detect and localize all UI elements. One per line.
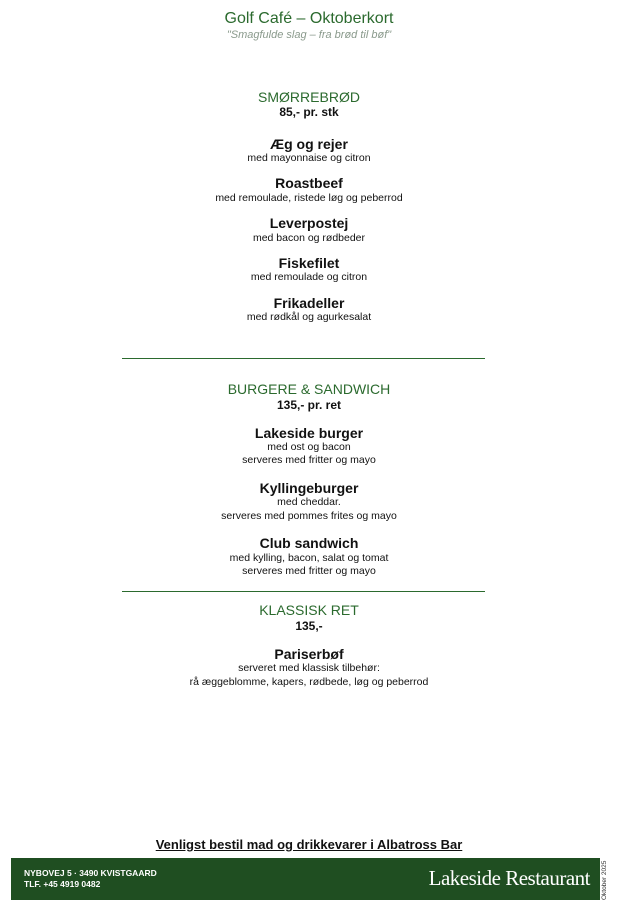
dish-name: Fiskefilet: [278, 255, 340, 271]
section-heading-klassisk: KLASSISK RET: [259, 602, 359, 618]
dish-desc: med kylling, bacon, salat og tomat: [229, 552, 389, 564]
footer-bar: [11, 858, 600, 900]
dish-name: Club sandwich: [259, 535, 359, 551]
section-price-smorrebrod: 85,- pr. stk: [279, 105, 339, 119]
dish-name: Pariserbøf: [274, 646, 344, 662]
dish-desc: med cheddar.: [277, 496, 341, 508]
dish-desc: serveret med klassisk tilbehør:: [238, 662, 380, 674]
menu-title: Golf Café – Oktoberkort: [224, 10, 394, 27]
order-note: Venligst bestil mad og drikkevarer i Albatross Bar: [155, 837, 463, 852]
dish-desc: med rødkål og agurkesalat: [246, 311, 372, 323]
dish-desc: med remoulade og citron: [250, 271, 368, 283]
dish-desc: med mayonnaise og citron: [247, 152, 371, 164]
menu-subtitle: "Smagfulde slag – fra brød til bøf": [226, 29, 392, 41]
section-price-klassisk: 135,-: [295, 619, 323, 633]
dish-name: Kyllingeburger: [259, 480, 359, 496]
section-heading-smorrebrod: SMØRREBRØD: [258, 89, 360, 105]
phone-line: TLF. +45 4919 0482: [24, 879, 101, 889]
section-divider: [122, 358, 485, 359]
dish-desc: med bacon og rødbeder: [252, 232, 366, 244]
brand-logo: Lakeside Restaurant: [428, 866, 590, 890]
dish-name: Æg og rejer: [270, 136, 348, 152]
dish-desc: serveres med fritter og mayo: [242, 454, 376, 466]
section-price-burgers: 135,- pr. ret: [276, 398, 342, 412]
section-divider: [122, 591, 485, 592]
dish-desc: serveres med pommes frites og mayo: [221, 510, 397, 522]
dish-name: Leverpostej: [269, 215, 349, 231]
address-line: NYBOVEJ 5 · 3490 KVISTGAARD: [24, 868, 157, 878]
footer-address: [24, 868, 157, 890]
dish-desc: med ost og bacon: [267, 441, 351, 453]
dish-desc: rå æggeblomme, kapers, rødbede, løg og peberrod: [189, 676, 429, 688]
section-heading-burgers: BURGERE & SANDWICH: [227, 381, 391, 397]
dish-name: Lakeside burger: [254, 425, 364, 441]
dish-name: Roastbeef: [275, 175, 343, 191]
side-date-label: Oktober 2025: [601, 860, 608, 900]
dish-desc: med remoulade, ristede løg og peberrod: [215, 192, 403, 204]
dish-desc: serveres med fritter og mayo: [242, 565, 376, 577]
dish-name: Frikadeller: [273, 295, 345, 311]
